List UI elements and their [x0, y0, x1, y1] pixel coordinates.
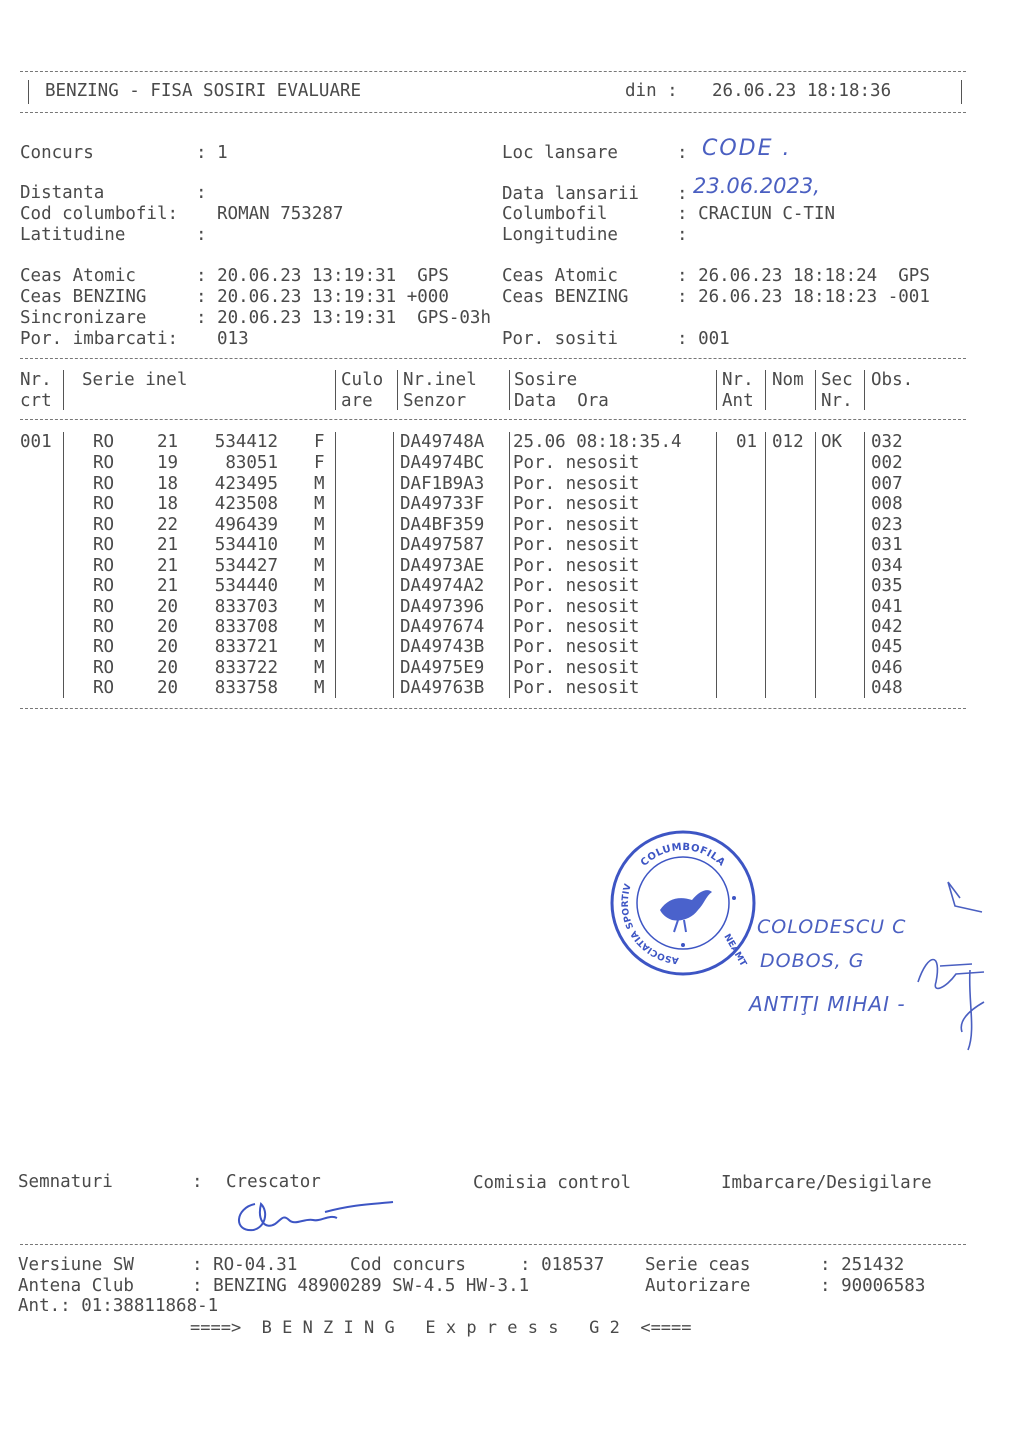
ceas-benzing-start-label: Ceas BENZING	[20, 287, 147, 307]
table-row	[0, 432, 1024, 452]
cell-sex: M	[314, 494, 325, 514]
table-bottom-rule	[20, 708, 966, 709]
ceas-atomic-end-label: Ceas Atomic	[502, 266, 618, 286]
cell-sosire: Por. nesosit	[513, 515, 640, 535]
semnaturi-label: Semnaturi	[18, 1172, 113, 1192]
cell-ant: 01	[736, 432, 758, 452]
commission-name-2: DOBOS, G	[760, 950, 865, 972]
sincronizare-value: : 20.06.23 13:19:31 GPS-03h	[196, 308, 492, 328]
cell-ring: 833708	[214, 617, 278, 637]
benzing-brand-line: ====> B E N Z I N G E x p r e s s G 2 <====	[190, 1318, 692, 1338]
header-right-border	[961, 80, 962, 104]
cell-country: RO	[93, 474, 115, 494]
loc-lansare-label: Loc lansare	[502, 143, 618, 163]
antena-club-value: : BENZING 48900289 SW-4.5 HW-3.1	[192, 1276, 530, 1296]
header-divider	[63, 370, 64, 410]
cell-ring: 534412	[214, 432, 278, 452]
cell-year: 20	[157, 678, 179, 698]
cell-senzor: DA49748A	[400, 432, 485, 452]
latitudine-label: Latitudine	[20, 225, 126, 245]
cod-columbofil-label: Cod columbofil:	[20, 204, 179, 224]
cell-country: RO	[93, 535, 115, 555]
cell-sosire: Por. nesosit	[513, 556, 640, 576]
svg-text:ASOCIATIA SPORTIV: ASOCIATIA SPORTIV	[620, 882, 680, 965]
table-row	[0, 535, 1024, 555]
footer-rule	[20, 1244, 966, 1245]
cell-sosire: Por. nesosit	[513, 678, 640, 698]
cell-nr: 001	[20, 432, 52, 452]
col-header-serie: Serie inel	[82, 370, 188, 390]
comisia-control-label: Comisia control	[473, 1173, 632, 1193]
cell-ring: 423495	[214, 474, 278, 494]
cell-year: 20	[157, 617, 179, 637]
commission-name-1: COLODESCU C	[757, 916, 907, 938]
cell-year: 19	[157, 453, 179, 473]
col-header-nrinel: Nr.inel	[403, 370, 477, 390]
stamp-seal-icon	[608, 828, 758, 978]
cell-sosire: 25.06 08:18:35.4	[513, 432, 682, 452]
cod-columbofil-value: ROMAN 753287	[217, 204, 344, 224]
col-header-nom: Nom	[772, 370, 804, 390]
cell-country: RO	[93, 658, 115, 678]
cell-sosire: Por. nesosit	[513, 576, 640, 596]
cell-ring: 496439	[214, 515, 278, 535]
cell-year: 21	[157, 535, 179, 555]
cell-ring: 833721	[214, 637, 278, 657]
header-divider	[765, 370, 766, 410]
header-top-rule	[20, 71, 966, 72]
cell-sex: M	[314, 678, 325, 698]
por-imbarcati-value: 013	[217, 329, 249, 349]
ceas-benzing-end-label: Ceas BENZING	[502, 287, 629, 307]
table-row	[0, 453, 1024, 473]
latitudine-value: :	[196, 225, 207, 245]
cod-concurs-label: Cod concurs	[350, 1255, 466, 1275]
antena-club-label: Antena Club	[18, 1276, 134, 1296]
loc-lansare-handwritten: CODE .	[702, 136, 792, 161]
col-header-sosire: Sosire	[514, 370, 578, 390]
col-header-sec: Sec	[821, 370, 853, 390]
versiune-sw-value: : RO-04.31	[192, 1255, 298, 1275]
concurs-label: Concurs	[20, 143, 94, 163]
table-row	[0, 556, 1024, 576]
header-left-border	[28, 80, 29, 104]
cell-obs: 007	[871, 474, 903, 494]
cell-senzor: DA497674	[400, 617, 485, 637]
report-date-label: din :	[625, 81, 678, 101]
por-sositi-value: : 001	[677, 329, 730, 349]
table-row	[0, 678, 1024, 698]
cell-country: RO	[93, 494, 115, 514]
cell-sosire: Por. nesosit	[513, 494, 640, 514]
columbofil-label: Columbofil	[502, 204, 608, 224]
col-header-are: are	[341, 391, 373, 411]
col-header-data-ora: Data Ora	[514, 391, 609, 411]
cell-sex: M	[314, 515, 325, 535]
cell-senzor: DA4975E9	[400, 658, 485, 678]
header-divider	[509, 370, 510, 410]
cell-ring: 534427	[214, 556, 278, 576]
cell-obs: 008	[871, 494, 903, 514]
cell-country: RO	[93, 597, 115, 617]
cell-senzor: DA497587	[400, 535, 485, 555]
data-lansarii-handwritten: 23.06.2023,	[693, 174, 820, 198]
cell-year: 21	[157, 556, 179, 576]
header-divider	[397, 370, 398, 410]
cell-country: RO	[93, 576, 115, 596]
cell-sosire: Por. nesosit	[513, 617, 640, 637]
cell-sosire: Por. nesosit	[513, 453, 640, 473]
cell-ring: 534440	[214, 576, 278, 596]
cell-year: 20	[157, 597, 179, 617]
cell-sex: M	[314, 576, 325, 596]
ceas-atomic-start-value: : 20.06.23 13:19:31 GPS	[196, 266, 449, 286]
header-divider	[864, 370, 865, 410]
commission-name-3: ANTIŢI MIHAI -	[749, 992, 906, 1016]
cell-sex: M	[314, 535, 325, 555]
cell-ring: 423508	[214, 494, 278, 514]
cell-country: RO	[93, 432, 115, 452]
cell-senzor: DAF1B9A3	[400, 474, 485, 494]
header-bottom-rule	[20, 112, 966, 113]
cell-obs: 002	[871, 453, 903, 473]
ceas-benzing-end-value: : 26.06.23 18:18:23 -001	[677, 287, 930, 307]
cell-senzor: DA4974BC	[400, 453, 485, 473]
concurs-value: : 1	[196, 143, 228, 163]
col-header-crt: crt	[20, 391, 52, 411]
cell-year: 20	[157, 658, 179, 678]
sincronizare-label: Sincronizare	[20, 308, 147, 328]
table-header-rule	[20, 419, 966, 420]
cell-obs: 035	[871, 576, 903, 596]
cell-sec: OK	[821, 432, 843, 452]
por-sositi-label: Por. sositi	[502, 329, 618, 349]
col-header-ant: Ant	[722, 391, 754, 411]
versiune-sw-label: Versiune SW	[18, 1255, 134, 1275]
table-row	[0, 637, 1024, 657]
serie-ceas-label: Serie ceas	[645, 1255, 751, 1275]
cell-year: 18	[157, 494, 179, 514]
cell-year: 20	[157, 637, 179, 657]
svg-text:NEAMT: NEAMT	[721, 932, 748, 969]
table-row	[0, 597, 1024, 617]
cell-senzor: DA49743B	[400, 637, 485, 657]
col-header-nr-ant: Nr.	[722, 370, 754, 390]
header-divider	[815, 370, 816, 410]
svg-text:COLUMBOFILA: COLUMBOFILA	[638, 841, 728, 869]
cell-sex: M	[314, 474, 325, 494]
report-title: BENZING - FISA SOSIRI EVALUARE	[45, 81, 362, 101]
cell-obs: 046	[871, 658, 903, 678]
cell-obs: 034	[871, 556, 903, 576]
serie-ceas-value: : 251432	[820, 1255, 905, 1275]
col-header-senzor: Senzor	[403, 391, 467, 411]
distanta-value: :	[196, 183, 207, 203]
cell-sosire: Por. nesosit	[513, 535, 640, 555]
cell-obs: 048	[871, 678, 903, 698]
col-header-obs: Obs.	[871, 370, 914, 390]
commission-signature-scribbles	[900, 870, 1000, 1060]
cell-country: RO	[93, 617, 115, 637]
cell-sosire: Por. nesosit	[513, 474, 640, 494]
table-row	[0, 515, 1024, 535]
cell-sosire: Por. nesosit	[513, 658, 640, 678]
cell-year: 21	[157, 432, 179, 452]
cell-ring: 833703	[214, 597, 278, 617]
longitudine-value: :	[677, 225, 688, 245]
cell-nom: 012	[772, 432, 804, 452]
crescator-label: Crescator	[226, 1172, 321, 1192]
cell-ring: 833722	[214, 658, 278, 678]
cell-ring: 83051	[225, 453, 278, 473]
cell-senzor: DA49733F	[400, 494, 485, 514]
cell-country: RO	[93, 515, 115, 535]
imbarcare-desigilare-label: Imbarcare/Desigilare	[721, 1173, 932, 1193]
table-row	[0, 474, 1024, 494]
cell-sosire: Por. nesosit	[513, 597, 640, 617]
cell-sosire: Por. nesosit	[513, 637, 640, 657]
table-row	[0, 576, 1024, 596]
cell-year: 18	[157, 474, 179, 494]
por-imbarcati-label: Por. imbarcati:	[20, 329, 179, 349]
data-lansarii-colon: :	[677, 184, 688, 204]
ceas-benzing-start-value: : 20.06.23 13:19:31 +000	[196, 287, 449, 307]
distanta-label: Distanta	[20, 183, 105, 203]
cell-obs: 031	[871, 535, 903, 555]
cell-sex: M	[314, 637, 325, 657]
autorizare-value: : 90006583	[820, 1276, 926, 1296]
autorizare-label: Autorizare	[645, 1276, 751, 1296]
cell-obs: 041	[871, 597, 903, 617]
col-header-nr: Nr.	[20, 370, 52, 390]
cell-sex: M	[314, 658, 325, 678]
cell-sex: M	[314, 556, 325, 576]
col-header-culo: Culo	[341, 370, 384, 390]
data-lansarii-label: Data lansarii	[502, 184, 639, 204]
cell-country: RO	[93, 678, 115, 698]
cell-country: RO	[93, 453, 115, 473]
header-divider	[716, 370, 717, 410]
header-divider	[335, 370, 336, 410]
columbofil-value: : CRACIUN C-TIN	[677, 204, 836, 224]
breeder-signature	[225, 1190, 405, 1240]
table-row	[0, 617, 1024, 637]
cell-year: 21	[157, 576, 179, 596]
cell-year: 22	[157, 515, 179, 535]
table-row	[0, 494, 1024, 514]
cell-obs: 023	[871, 515, 903, 535]
antenna-id-line: Ant.: 01:38811868-1	[18, 1296, 219, 1316]
report-date-value: 26.06.23 18:18:36	[712, 81, 892, 101]
cell-senzor: DA4974A2	[400, 576, 485, 596]
table-top-rule	[20, 358, 966, 359]
cell-sex: F	[314, 432, 325, 452]
semnaturi-colon: :	[192, 1172, 203, 1192]
cell-ring: 534410	[214, 535, 278, 555]
cell-senzor: DA497396	[400, 597, 485, 617]
cell-senzor: DA4973AE	[400, 556, 485, 576]
cell-senzor: DA49763B	[400, 678, 485, 698]
loc-lansare-colon: :	[677, 143, 688, 163]
col-header-sec-nr: Nr.	[821, 391, 853, 411]
cod-concurs-value: : 018537	[520, 1255, 605, 1275]
cell-senzor: DA4BF359	[400, 515, 485, 535]
longitudine-label: Longitudine	[502, 225, 618, 245]
cell-country: RO	[93, 637, 115, 657]
cell-obs: 032	[871, 432, 903, 452]
table-row	[0, 658, 1024, 678]
cell-country: RO	[93, 556, 115, 576]
cell-ring: 833758	[214, 678, 278, 698]
cell-obs: 042	[871, 617, 903, 637]
cell-sex: F	[314, 453, 325, 473]
cell-obs: 045	[871, 637, 903, 657]
club-stamp	[608, 828, 758, 978]
cell-sex: M	[314, 597, 325, 617]
cell-sex: M	[314, 617, 325, 637]
ceas-atomic-end-value: : 26.06.23 18:18:24 GPS	[677, 266, 930, 286]
ceas-atomic-start-label: Ceas Atomic	[20, 266, 136, 286]
